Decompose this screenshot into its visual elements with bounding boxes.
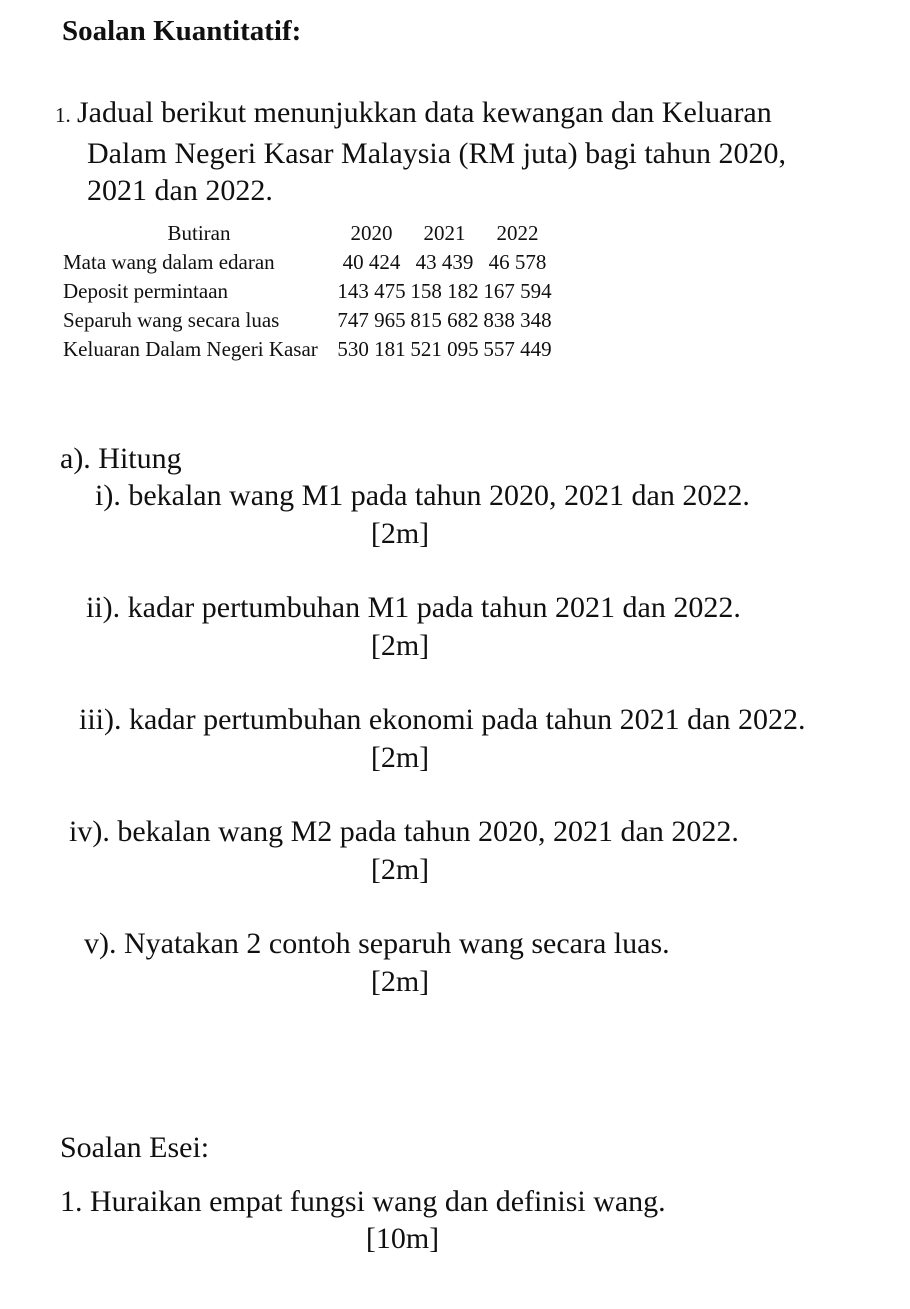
- marks-label: [2m]: [370, 628, 430, 662]
- document-page: [0, 14, 910, 1309]
- cell-value: 747 965: [337, 307, 406, 332]
- column-header-2020: 2020: [350, 220, 393, 245]
- question-1-text-line-1: Jadual berikut menunjukkan data kewangan dan Keluaran: [77, 96, 772, 129]
- table-header-row: [63, 219, 554, 248]
- cell-value: 158 182: [410, 278, 479, 303]
- marks-label: [2m]: [370, 516, 430, 550]
- row-label: Separuh wang secara luas: [63, 307, 280, 332]
- cell-value: 815 682: [410, 307, 479, 332]
- sub-question-text: iii). kadar pertumbuhan ekonomi pada tahun 2021 dan 2022.: [79, 703, 806, 736]
- sub-question-text: iv). bekalan wang M2 pada tahun 2020, 2021 dan 2022.: [69, 815, 739, 848]
- page-title: Soalan Kuantitatif:: [62, 15, 302, 47]
- question-1-line-1: [55, 94, 910, 135]
- sub-question-ii: [60, 589, 910, 664]
- cell-value: 521 095: [410, 336, 479, 361]
- sub-question-text: ii). kadar pertumbuhan M1 pada tahun 2021 dan 2022.: [86, 591, 741, 624]
- cell-value: 40 424: [342, 249, 401, 274]
- question-number: 1.: [55, 103, 71, 127]
- cell-value: 143 475: [337, 278, 406, 303]
- marks-label: [2m]: [370, 964, 430, 998]
- table-row: [63, 306, 554, 335]
- column-header-2021: 2021: [423, 220, 466, 245]
- sub-question-text: i). bekalan wang M1 pada tahun 2020, 2021 dan 2022.: [95, 479, 750, 512]
- sub-question-iii: [60, 701, 910, 776]
- cell-value: 43 439: [415, 249, 474, 274]
- table-row: [63, 277, 554, 306]
- cell-value: 838 348: [483, 307, 552, 332]
- question-1: [55, 94, 910, 210]
- table-row: [63, 248, 554, 277]
- part-a-section: [60, 440, 910, 1001]
- column-header-butiran: Butiran: [167, 220, 231, 245]
- column-header-2022: 2022: [496, 220, 539, 245]
- essay-section: [60, 1129, 910, 1258]
- sub-question-i: [60, 477, 910, 552]
- marks-label: [2m]: [370, 740, 430, 774]
- marks-label: [2m]: [370, 852, 430, 886]
- row-label: Mata wang dalam edaran: [63, 249, 275, 274]
- essay-heading: Soalan Esei:: [60, 1131, 210, 1164]
- sub-question-iv: [60, 813, 910, 888]
- sub-question-text: v). Nyatakan 2 contoh separuh wang secara luas.: [84, 927, 670, 960]
- essay-question-1: 1. Huraikan empat fungsi wang dan definisi wang.: [60, 1184, 666, 1218]
- table-row: [63, 335, 554, 364]
- marks-label: [10m]: [365, 1222, 440, 1255]
- cell-value: 530 181: [337, 336, 406, 361]
- cell-value: 46 578: [488, 249, 547, 274]
- cell-value: 167 594: [483, 278, 552, 303]
- financial-table: [63, 219, 554, 364]
- question-1-text-line-3: 2021 dan 2022.: [87, 174, 273, 207]
- sub-question-v: [60, 925, 910, 1000]
- row-label: Deposit permintaan: [63, 278, 229, 303]
- row-label: Keluaran Dalam Negeri Kasar: [63, 336, 318, 361]
- part-a-heading: a). Hitung: [60, 441, 182, 475]
- question-1-text-line-2: Dalam Negeri Kasar Malaysia (RM juta) bagi tahun 2020,: [87, 136, 786, 170]
- cell-value: 557 449: [483, 336, 552, 361]
